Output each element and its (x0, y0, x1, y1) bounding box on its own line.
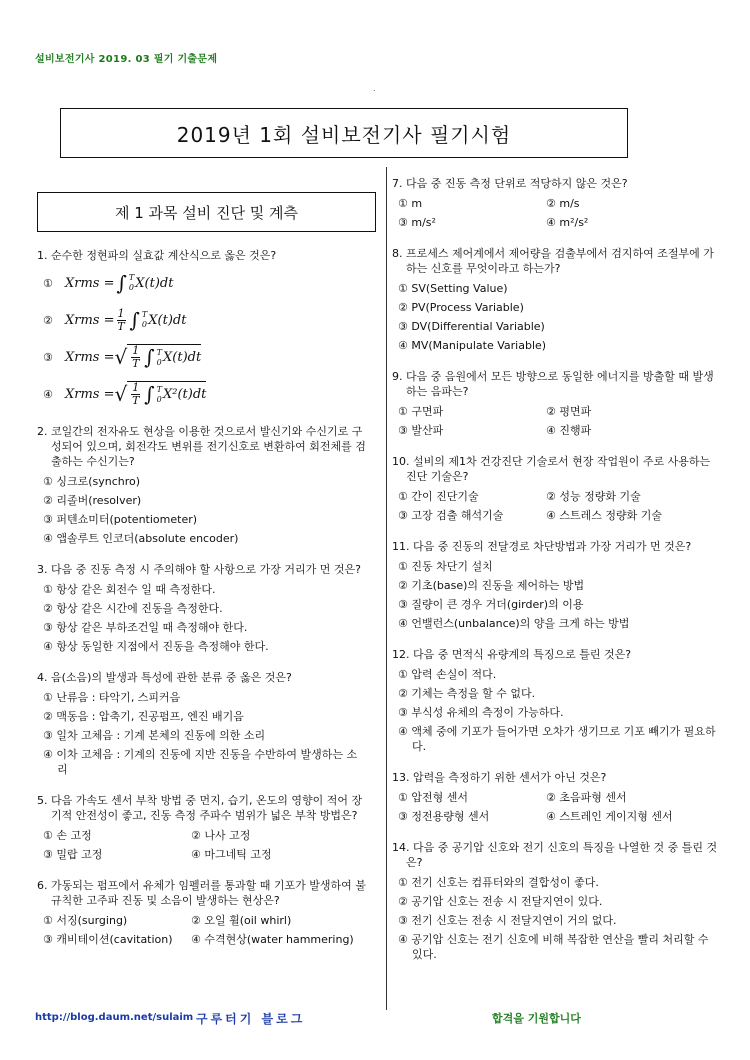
option-row (398, 489, 722, 504)
fraction: $\frac{1}{T}$ (132, 381, 140, 407)
question-text: 4. 음(소음)의 발생과 특성에 관한 분류 중 옳은 것은? (37, 671, 292, 684)
option: ④ 이차 고체음 : 기계의 진동에 지반 진동을 수반하여 발생하는 소리 (43, 748, 358, 776)
option: ① 싱크로(synchro) (43, 475, 141, 488)
option: ② 나사 고정 (191, 829, 251, 842)
question-text: 7. 다음 중 진동 측정 단위로 적당하지 않은 것은? (392, 177, 628, 190)
integral-limits: T 0 (141, 310, 148, 329)
option: ④ 마그네틱 고정 (191, 848, 272, 861)
integral-limits: T 0 (156, 347, 163, 367)
option: ④ 수격현상(water hammering) (191, 933, 354, 946)
option: ① m (398, 197, 423, 210)
option-row (398, 215, 722, 230)
option: ④ 언밸런스(unbalance)의 양을 크게 하는 방법 (398, 617, 630, 630)
question-12 (392, 647, 722, 754)
column-divider (386, 167, 387, 1010)
option: ① 간이 진단기술 (398, 490, 479, 503)
formula-body: X(t)dt (163, 350, 202, 365)
sqrt-body (127, 344, 201, 370)
question-text: 6. 가동되는 펌프에서 유체가 임펠러를 통과할 때 기포가 발생하여 불규칙한 고주파 진동 및 소음이 발생하는 현상은? (37, 879, 366, 907)
option: ③ 정전용량형 센서 (398, 810, 490, 823)
option: ① 진동 차단기 설치 (398, 560, 493, 573)
question-text: 14. 다음 중 공기압 신호와 전기 신호의 특징을 나열한 것 중 틀린 것은? (392, 841, 718, 869)
option: ② 공기압 신호는 전송 시 전달지연이 있다. (398, 895, 603, 908)
question-text: 11. 다음 중 진동의 전달경로 차단방법과 가장 거리가 먼 것은? (392, 540, 692, 553)
question-9 (392, 369, 722, 438)
option-row (398, 508, 722, 523)
option-row (398, 809, 722, 824)
option: ③ m/s² (398, 216, 436, 229)
formula-body: X²(t)dt (163, 387, 207, 402)
option-row (43, 932, 367, 947)
question-1 (37, 248, 367, 409)
option: ② PV(Process Variable) (398, 301, 524, 314)
option: ④ 진행파 (546, 424, 592, 437)
integral-icon: ∫ (144, 382, 155, 406)
option: ② m/s (546, 197, 580, 210)
formula-body: X(t)dt (148, 312, 187, 328)
integral-icon: ∫ (129, 307, 140, 332)
question-5 (37, 793, 367, 862)
option: ② 맥동음 : 압축기, 진공펌프, 엔진 배기음 (43, 710, 244, 723)
fraction: $\frac{1}{T}$ (117, 306, 125, 333)
formula (65, 270, 174, 295)
option: ① 구면파 (398, 405, 444, 418)
question-10 (392, 454, 722, 523)
option: ① SV(Setting Value) (398, 282, 508, 295)
sqrt-body (127, 381, 206, 407)
option-row (43, 913, 367, 928)
left-column (37, 248, 367, 951)
question-8 (392, 246, 722, 353)
question-11 (392, 539, 722, 631)
formula-body: X(t)dt (135, 275, 174, 291)
question-4 (37, 670, 367, 777)
formula (65, 344, 201, 370)
formula-option-4 (43, 379, 367, 409)
option: ④ 액체 중에 기포가 들어가면 오차가 생기므로 기포 빼기가 필요하다. (398, 725, 716, 753)
question-text: 5. 다음 가속도 센서 부착 방법 중 먼지, 습기, 온도의 영향이 적어 장기적 안전성이 좋고, 진동 측정 주파수 범위가 넓은 부착 방법은? (37, 794, 363, 822)
option-row (43, 847, 367, 862)
header-dot: . (373, 84, 376, 93)
blog-name: 구루터기 블로그 (196, 1012, 306, 1026)
option: ② 항상 같은 시간에 진동을 측정한다. (43, 602, 223, 615)
option: ① 서징(surging) (43, 914, 128, 927)
right-column (392, 176, 722, 966)
integral-icon: ∫ (144, 345, 155, 369)
option: ① 압전형 센서 (398, 791, 468, 804)
option: ③ 캐비테이션(cavitation) (43, 933, 173, 946)
question-13 (392, 770, 722, 824)
option: ③ 부식성 유체의 측정이 가능하다. (398, 706, 564, 719)
question-14 (392, 840, 722, 962)
page-header: 설비보전기사 2019. 03 필기 기출문제 (35, 54, 218, 65)
question-text: 1. 순수한 정현파의 실효값 계산식으로 옳은 것은? (37, 249, 277, 262)
option: ③ 고장 검출 해석기술 (398, 509, 504, 522)
option: ② 오일 휠(oil whirl) (191, 914, 292, 927)
option-row (398, 423, 722, 438)
option-row (43, 828, 367, 843)
formula-lhs: Xrms = (65, 349, 115, 365)
good-luck-message: 합격을 기원합니다 (492, 1012, 581, 1025)
question-text: 13. 압력을 측정하기 위한 센서가 아닌 것은? (392, 771, 607, 784)
option: ① 전기 신호는 컴퓨터와의 결합성이 좋다. (398, 876, 599, 889)
subject-title: 제 1 과목 설비 진단 및 계측 (37, 192, 376, 232)
option-row (398, 790, 722, 805)
question-3 (37, 562, 367, 654)
option: ④ 항상 동일한 지점에서 진동을 측정해야 한다. (43, 640, 269, 653)
option-mark: ③ (43, 350, 53, 364)
integral-limits: T 0 (156, 384, 163, 404)
question-6 (37, 878, 367, 947)
option: ② 초음파형 센서 (546, 791, 627, 804)
option-row (398, 404, 722, 419)
option: ② 기초(base)의 진동을 제어하는 방법 (398, 579, 585, 592)
question-text: 10. 설비의 제1차 건강진단 기술로서 현장 작업원이 주로 사용하는 진단 기술은? (392, 455, 711, 483)
formula-option-1 (43, 268, 367, 298)
fraction: $\frac{1}{T}$ (132, 344, 140, 370)
exam-title: 2019년 1회 설비보전기사 필기시험 (60, 108, 628, 158)
formula (65, 308, 186, 333)
option: ① 난류음 : 타악기, 스피커음 (43, 691, 181, 704)
option: ② 성능 정량화 기술 (546, 490, 641, 503)
option: ④ m²/s² (546, 216, 589, 229)
option-mark: ② (43, 313, 53, 327)
option: ① 항상 같은 회전수 일 때 측정한다. (43, 583, 216, 596)
sqrt-icon: √ (114, 344, 128, 369)
question-text: 3. 다음 중 진동 측정 시 주의해야 할 사항으로 가장 거리가 먼 것은? (37, 563, 361, 576)
option: ③ 전기 신호는 전송 시 전달지연이 거의 없다. (398, 914, 617, 927)
formula-lhs: Xrms = (65, 386, 115, 402)
question-7 (392, 176, 722, 230)
formula-lhs: Xrms = (65, 275, 115, 291)
option: ② 리졸버(resolver) (43, 494, 142, 507)
option: ③ 퍼텐쇼미터(potentiometer) (43, 513, 198, 526)
option: ① 압력 손실이 적다. (398, 668, 497, 681)
formula-option-2 (43, 305, 367, 335)
question-text: 2. 코일간의 전자유도 현상을 이용한 것으로서 발신기와 수신기로 구성되어 있으며, 회전각도 변위를 전기신호로 변환하여 회전체를 검출하는 수신기는? (37, 425, 366, 468)
question-text: 9. 다음 중 음원에서 모든 방향으로 동일한 에너지를 방출할 때 발생하는 음파는? (392, 370, 714, 398)
formula-lhs: Xrms = (65, 312, 115, 328)
option-row (398, 196, 722, 211)
option: ③ 항상 같은 부하조건일 때 측정해야 한다. (43, 621, 248, 634)
sqrt-icon: √ (114, 381, 128, 406)
question-text: 8. 프로세스 제어계에서 제어량을 검출부에서 검지하여 조절부에 가하는 신호를 무엇이라고 하는가? (392, 247, 714, 275)
option-mark: ① (43, 276, 53, 290)
option: ④ MV(Manipulate Variable) (398, 339, 547, 352)
question-text: 12. 다음 중 면적식 유량계의 특징으로 틀린 것은? (392, 648, 632, 661)
option: ③ 발산파 (398, 424, 444, 437)
formula-option-3 (43, 342, 367, 372)
integral-limits: T 0 (128, 273, 135, 292)
option: ③ 밀랍 고정 (43, 848, 103, 861)
option: ③ 질량이 큰 경우 거더(girder)의 이용 (398, 598, 584, 611)
option: ③ 일차 고체음 : 기계 본체의 진동에 의한 소리 (43, 729, 266, 742)
option: ④ 스트레스 정량화 기술 (546, 509, 662, 522)
integral-icon: ∫ (116, 270, 127, 295)
blog-url-link[interactable]: http://blog.daum.net/sulaim (35, 1012, 194, 1023)
option-mark: ④ (43, 387, 53, 401)
question-2 (37, 424, 367, 546)
option: ④ 앱솔루트 인코더(absolute encoder) (43, 532, 239, 545)
formula (65, 381, 206, 407)
option: ① 손 고정 (43, 829, 92, 842)
option: ② 기체는 측정을 할 수 없다. (398, 687, 536, 700)
option: ② 평면파 (546, 405, 592, 418)
option: ③ DV(Differential Variable) (398, 320, 545, 333)
option: ④ 공기압 신호는 전기 신호에 비해 복잡한 연산을 빨리 처리할 수 있다. (398, 933, 709, 961)
option: ④ 스트레인 게이지형 센서 (546, 810, 673, 823)
